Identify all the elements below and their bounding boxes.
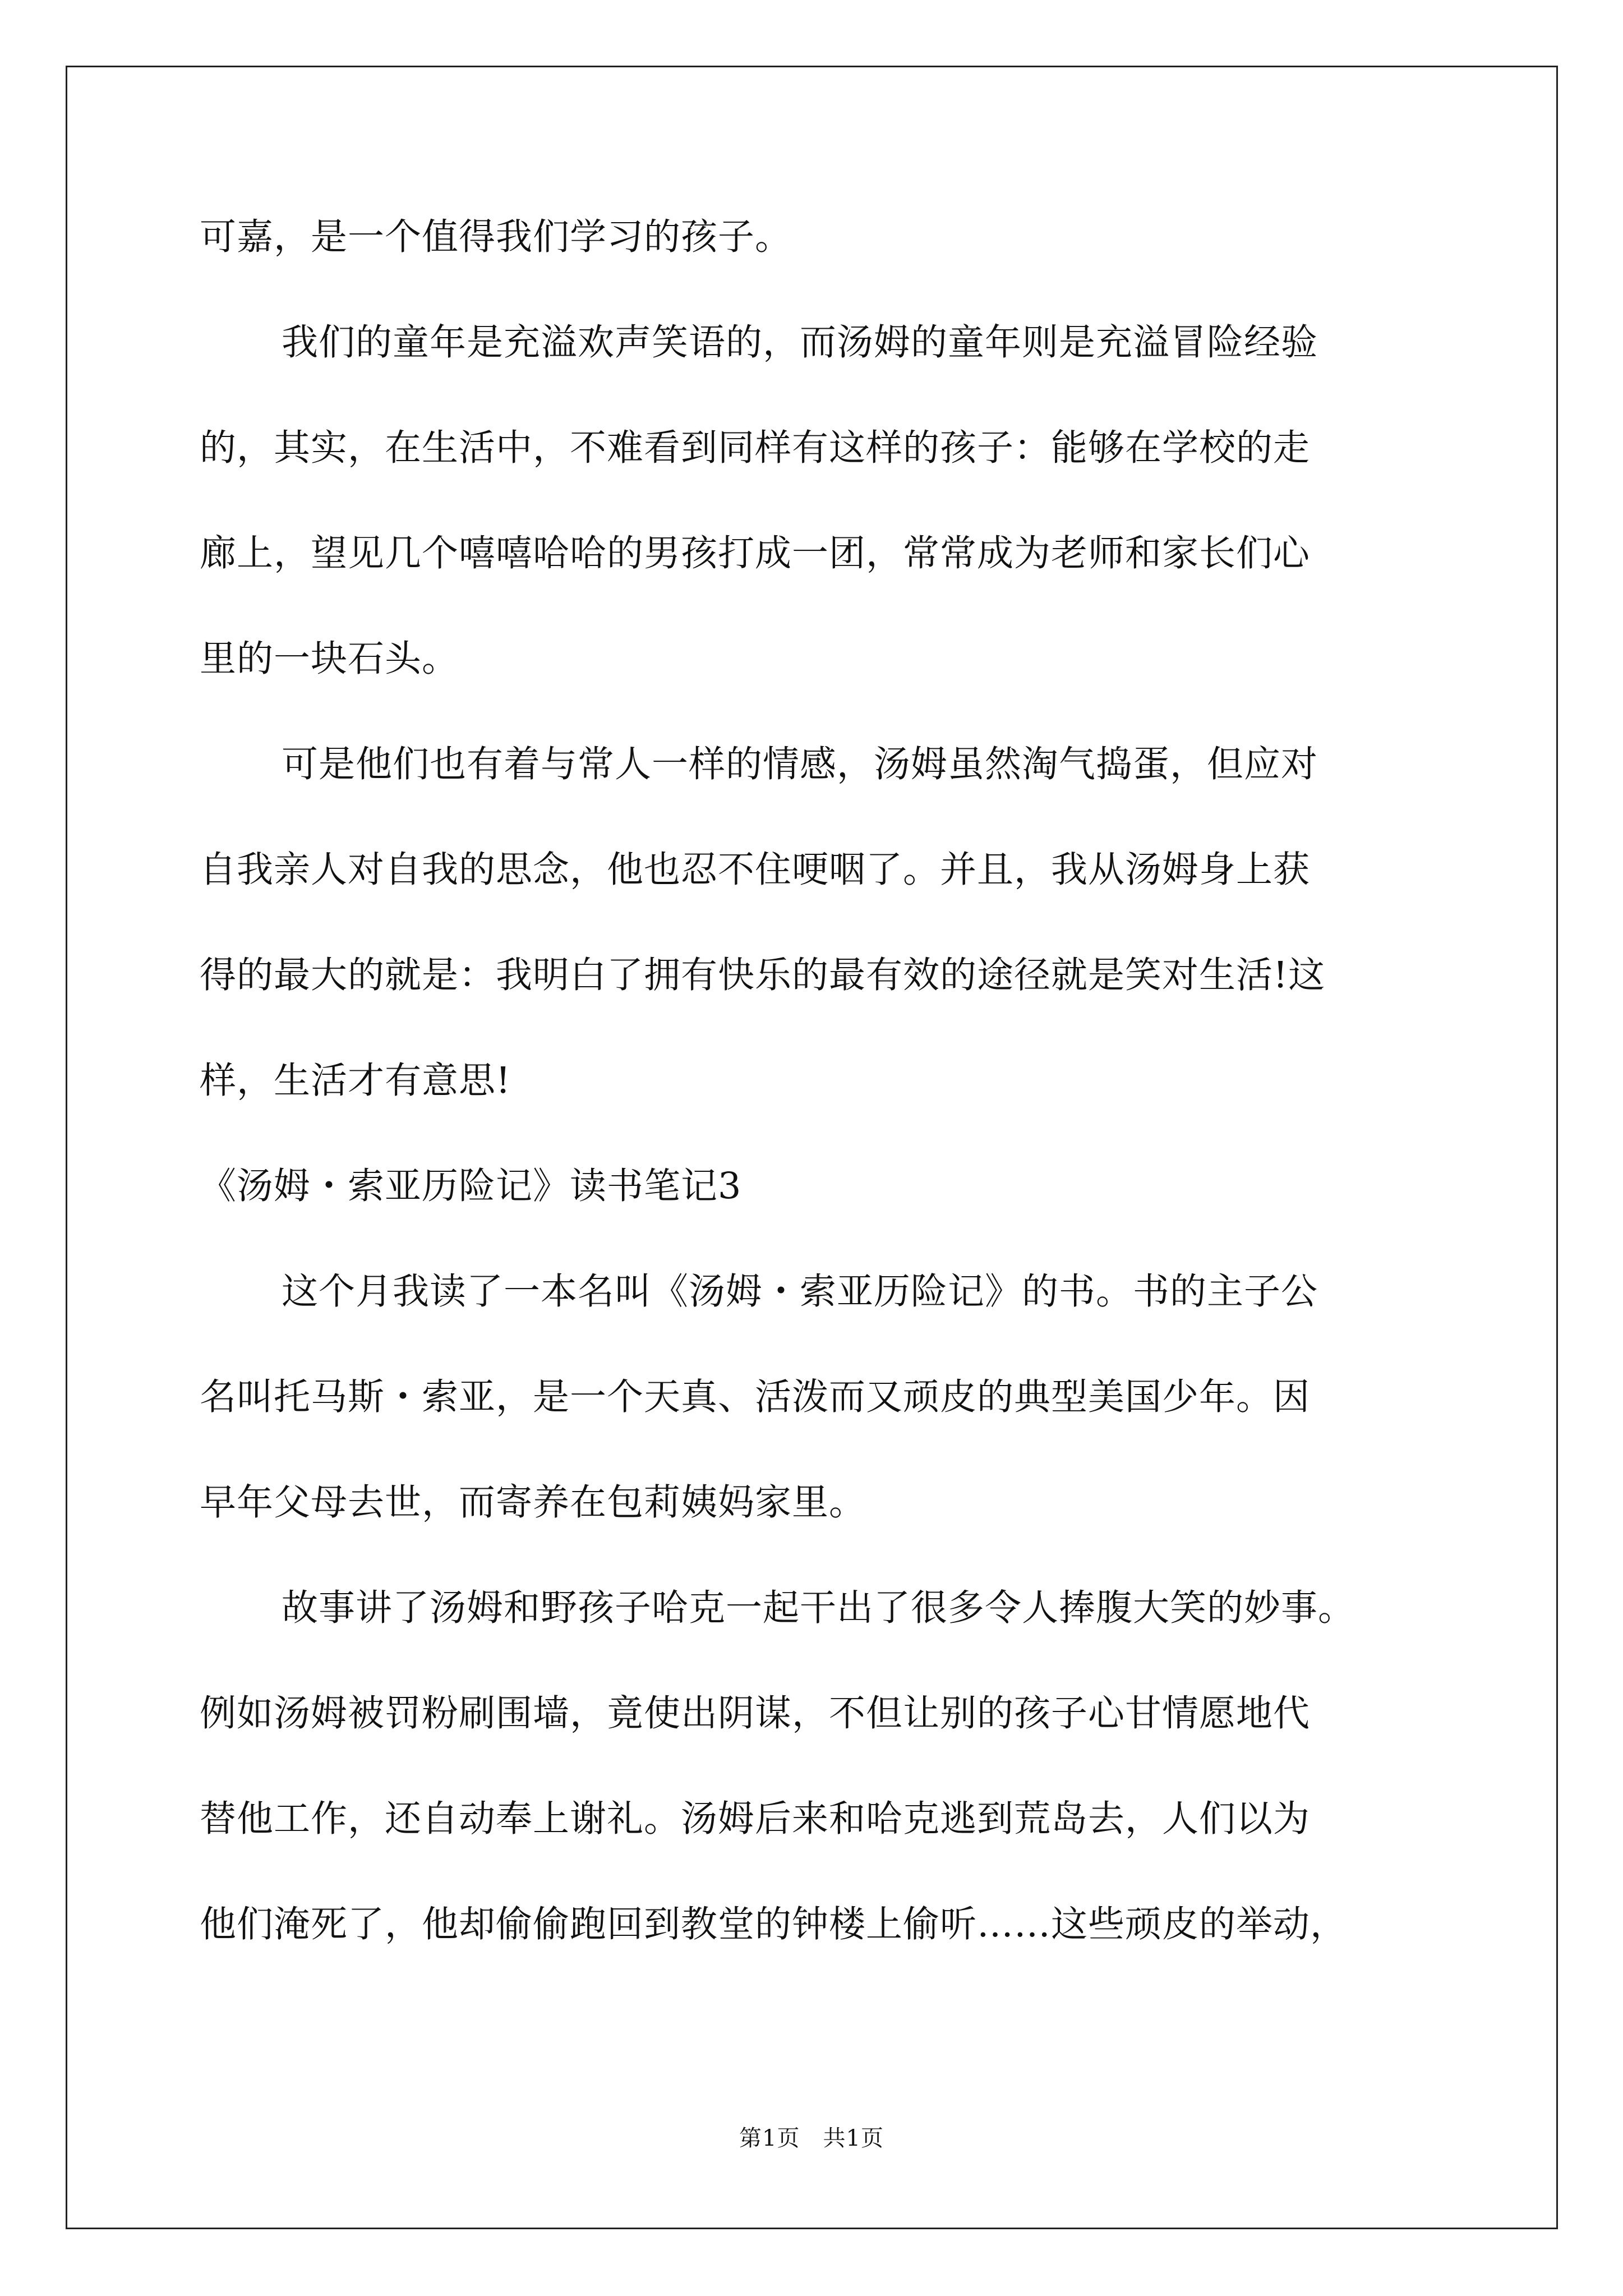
paragraph-line: 样，生活才有意思! — [200, 1060, 511, 1102]
paragraph-line: 名叫托马斯・索亚，是一个天真、活泼而又顽皮的典型美国少年。因 — [200, 1376, 1311, 1418]
paragraph-line: 替他工作，还自动奉上谢礼。汤姆后来和哈克逃到荒岛去，人们以为 — [200, 1798, 1311, 1840]
section-heading: 《汤姆・索亚历险记》读书笔记3 — [200, 1165, 742, 1207]
paragraph-line: 例如汤姆被罚粉刷围墙，竟使出阴谋，不但让别的孩子心甘情愿地代 — [200, 1692, 1311, 1734]
page-number-footer: 第1页 共1页 — [739, 2125, 884, 2151]
paragraph-line: 可是他们也有着与常人一样的情感，汤姆虽然淘气捣蛋，但应对 — [282, 743, 1318, 785]
paragraph-line: 早年父母去世，而寄养在包莉姨妈家里。 — [200, 1481, 866, 1524]
paragraph-line: 故事讲了汤姆和野孩子哈克一起干出了很多令人捧腹大笑的妙事。 — [282, 1587, 1355, 1629]
paragraph-line: 我们的童年是充溢欢声笑语的，而汤姆的童年则是充溢冒险经验 — [282, 321, 1318, 364]
paragraph-line: 他们淹死了，他却偷偷跑回到教堂的钟楼上偷听……这些顽皮的举动， — [200, 1903, 1348, 1945]
paragraph-line: 这个月我读了一本名叫《汤姆・索亚历险记》的书。书的主子公 — [282, 1271, 1318, 1313]
paragraph-line: 得的最大的就是：我明白了拥有快乐的最有效的途径就是笑对生活!这 — [200, 954, 1326, 996]
paragraph-line: 廊上，望见几个嘻嘻哈哈的男孩打成一团，常常成为老师和家长们心 — [200, 532, 1311, 574]
paragraph-line: 的，其实，在生活中，不难看到同样有这样的孩子：能够在学校的走 — [200, 427, 1311, 469]
paragraph-line: 自我亲人对自我的思念，他也忍不住哽咽了。并且，我从汤姆身上获 — [200, 849, 1311, 891]
paragraph-line: 可嘉，是一个值得我们学习的孩子。 — [200, 216, 792, 258]
paragraph-line: 里的一块石头。 — [200, 638, 459, 680]
